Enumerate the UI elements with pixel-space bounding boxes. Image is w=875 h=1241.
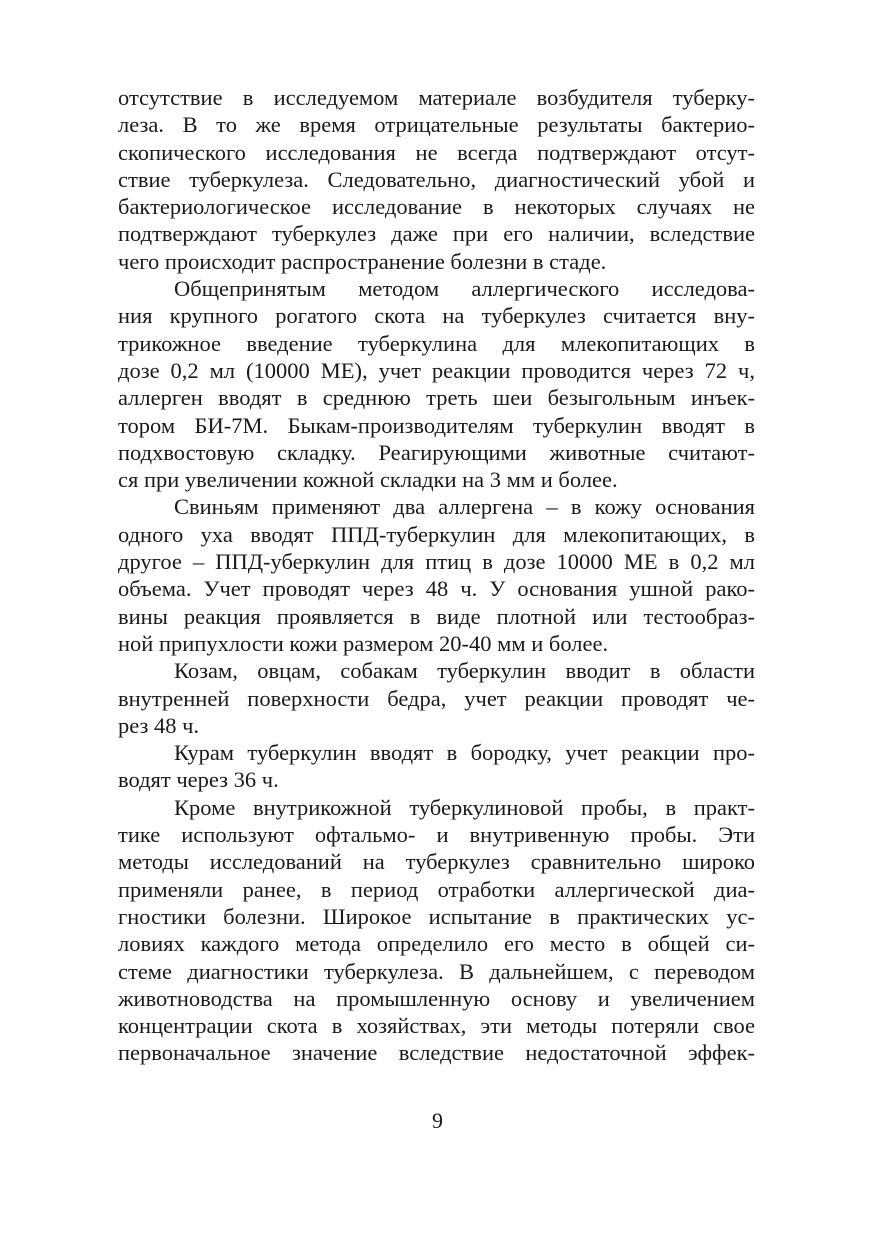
text-line: подхвостовую складку. Реагирующими животные считают- xyxy=(118,439,755,465)
text-line: леза. В то же время отрицательные результаты бактерио- xyxy=(118,112,755,138)
text-line: ния крупного рогатого скота на туберкулез считается вну- xyxy=(118,303,755,329)
text-line: Свиньям применяют два аллергена – в кожу основания xyxy=(174,494,755,520)
text-line: Курам туберкулин вводят в бородку, учет реакции про- xyxy=(174,740,755,766)
paragraph xyxy=(118,275,755,493)
text-line: гностики болезни. Широкое испытание в практических ус- xyxy=(118,903,755,929)
text-line: бактериологическое исследование в некоторых случаях не xyxy=(118,194,755,220)
text-line: объема. Учет проводят через 48 ч. У основания ушной рако- xyxy=(118,576,755,602)
text-line: Кроме внутрикожной туберкулиновой пробы, в практ- xyxy=(174,794,755,820)
text-line: применяли ранее, в период отработки аллергической диа- xyxy=(118,876,755,902)
text-line: водят через 36 ч. xyxy=(118,767,279,793)
text-line: методы исследований на туберкулез сравнительно широко xyxy=(118,849,755,875)
text-line: одного уха вводят ППД-туберкулин для млекопитающих, в xyxy=(118,521,755,547)
text-line: скопического исследования не всегда подтверждают отсут- xyxy=(118,139,755,165)
text-line: подтверждают туберкулез даже при его наличии, вследствие xyxy=(118,221,755,247)
text-line: Общепринятым методом аллергического исследова- xyxy=(174,276,755,302)
paragraph xyxy=(118,739,755,794)
text-line: тором БИ-7М. Быкам-производителям туберкулин вводят в xyxy=(118,412,755,438)
body-text xyxy=(118,84,755,1067)
text-line: другое – ППД-уберкулин для птиц в дозе 10000 МЕ в 0,2 мл xyxy=(118,549,755,575)
text-line: ся при увеличении кожной складки на 3 мм и более. xyxy=(118,467,618,493)
text-line: тике используют офтальмо- и внутривенную пробы. Эти xyxy=(118,822,755,848)
text-line: стеме диагностики туберкулеза. В дальнейшем, с переводом xyxy=(118,958,755,984)
text-line: отсутствие в исследуемом материале возбудителя туберку- xyxy=(118,85,755,110)
text-line: дозе 0,2 мл (10000 МЕ), учет реакции проводится через 72 ч, xyxy=(118,357,755,383)
paragraph xyxy=(118,657,755,739)
text-line: вины реакция проявляется в виде плотной или тестообраз- xyxy=(118,603,755,629)
text-line: ловиях каждого метода определило его место в общей си- xyxy=(118,931,755,957)
paragraph xyxy=(118,84,755,275)
text-line: Козам, овцам, собакам туберкулин вводит в области xyxy=(174,658,755,684)
text-line: концентрации скота в хозяйствах, эти методы потеряли свое xyxy=(118,1013,755,1039)
paragraph xyxy=(118,493,755,657)
text-line: чего происходит распространение болезни в стаде. xyxy=(118,248,607,274)
text-line: первоначальное значение вследствие недостаточной эффек- xyxy=(118,1040,755,1066)
text-line: животноводства на промышленную основу и увеличением xyxy=(118,985,755,1011)
text-line: ствие туберкулеза. Следовательно, диагностический убой и xyxy=(118,166,755,192)
paragraph xyxy=(118,794,755,1067)
text-line: внутренней поверхности бедра, учет реакции проводят че- xyxy=(118,685,755,711)
page-number: 9 xyxy=(432,1108,443,1133)
text-line: трикожное введение туберкулина для млекопитающих в xyxy=(118,330,755,356)
text-line: ной припухлости кожи размером 20-40 мм и более. xyxy=(118,630,609,656)
text-line: рез 48 ч. xyxy=(118,712,200,738)
text-line: аллерген вводят в среднюю треть шеи безыгольным инъек- xyxy=(118,385,755,411)
